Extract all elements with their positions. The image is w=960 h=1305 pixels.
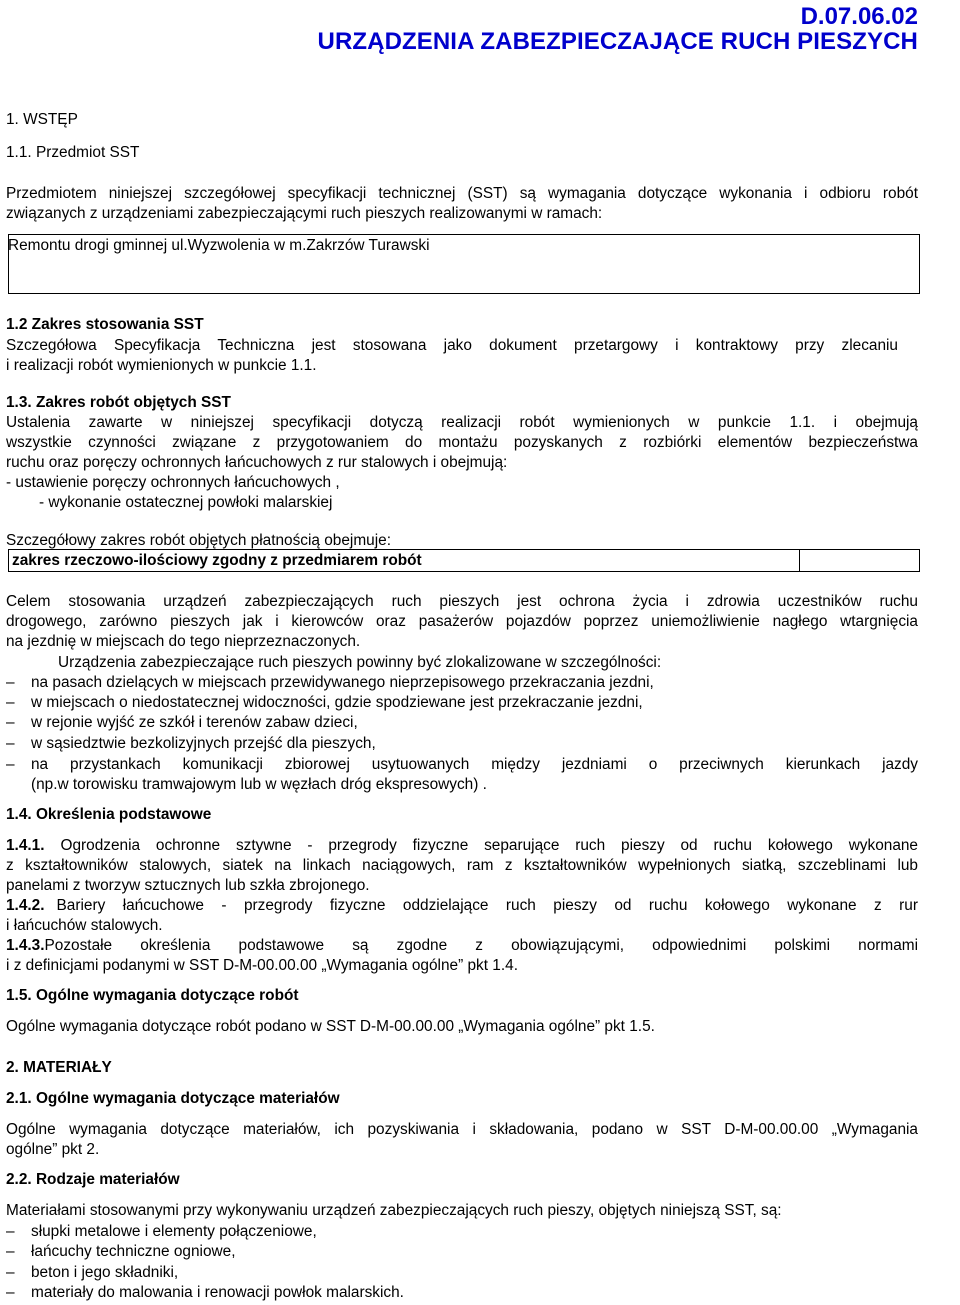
paragraph-line: Ustalenia zawarte w niniejszej specyfikacji dotyczą realizacji robót wymienionych w punkcie 1.1. i obejmują	[6, 414, 918, 431]
table-divider	[799, 550, 800, 571]
paragraph-line: drogowego, zarówno pieszych jak i kierowców oraz pasażerów pojazdów poprzez uniemożliwienie nagłego wtargnięcia	[6, 613, 918, 630]
paragraph-line: Ogólne wymagania dotyczące materiałów, ich pozyskiwania i składowania, podano w SST D-M-00.00.00 „Wymagania	[6, 1121, 918, 1138]
paragraph-line: Materiałami stosowanymi przy wykonywaniu urządzeń zabezpieczających ruch pieszy, objętych niniejszą SST, są:	[6, 1202, 782, 1219]
paragraph-line: ogólne” pkt 2.	[6, 1141, 100, 1158]
payment-label: Szczegółowy zakres robót objętych płatnością obejmuje:	[6, 532, 391, 549]
section-1-2-heading: 1.2 Zakres stosowania SST	[6, 316, 204, 333]
paragraph-line: Celem stosowania urządzeń zabezpieczających ruch pieszych jest ochrona życia i zdrowia uczestników ruchu	[6, 593, 918, 610]
definition-line: i z definicjami podanymi w SST D-M-00.00.00 „Wymagania ogólne” pkt 1.4.	[6, 957, 518, 974]
list-item: - wykonanie ostatecznej powłoki malarskiej	[39, 494, 333, 511]
paragraph-line: wszystkie czynności związane z przygotowaniem do montażu pozyskanych z rozbiórki elementów bezpieczeństwa	[6, 434, 918, 451]
definition-line: i łańcuchów stalowych.	[6, 917, 163, 934]
definition-line: 1.4.2. Bariery łańcuchowe - przegrody fizyczne oddzielające ruch pieszy od ruchu kołowego wykonane z rur	[6, 897, 918, 914]
section-2-heading: 2. MATERIAŁY	[6, 1059, 112, 1076]
section-2-2-heading: 2.2. Rodzaje materiałów	[6, 1171, 180, 1188]
project-name: Remontu drogi gminnej ul.Wyzwolenia w m.Zakrzów Turawski	[8, 237, 430, 254]
section-1-5-heading: 1.5. Ogólne wymagania dotyczące robót	[6, 987, 299, 1004]
paragraph-line: i realizacji robót wymienionych w punkcie 1.1.	[6, 357, 317, 374]
project-box	[8, 234, 920, 294]
definition-line: panelami z tworzyw sztucznych lub szkła zbrojonego.	[6, 877, 370, 894]
section-1-3-heading: 1.3. Zakres robót objętych SST	[6, 394, 231, 411]
paragraph-line: Przedmiotem niniejszej szczegółowej specyfikacji technicznej (SST) są wymagania dotyczące wykonania i odbioru robót	[6, 185, 918, 202]
payment-value: zakres rzeczowo-ilościowy zgodny z przedmiarem robót	[12, 552, 422, 569]
location-item-continuation: (np.w torowisku tramwajowym lub w węzłach dróg ekspresowych) .	[31, 776, 487, 793]
section-1-heading: 1. WSTĘP	[6, 111, 78, 128]
document-title: URZĄDZENIA ZABEZPIECZAJĄCE RUCH PIESZYCH	[317, 28, 918, 55]
paragraph-line: ruchu oraz poręczy ochronnych łańcuchowych z rur stalowych i obejmują:	[6, 454, 508, 471]
paragraph-line: na jezdnię w miejscach do tego nieprzeznaczonych.	[6, 633, 361, 650]
paragraph-line: Szczegółowa Specyfikacja Techniczna jest stosowana jako dokument przetargowy i kontraktowy przy zlecaniu	[6, 337, 898, 354]
definition-line: 1.4.1. Ogrodzenia ochronne sztywne - przegrody fizyczne separujące ruch pieszy od ruchu kołowego wykonane	[6, 837, 918, 854]
paragraph-line: Ogólne wymagania dotyczące robót podano w SST D-M-00.00.00 „Wymagania ogólne” pkt 1.5.	[6, 1018, 655, 1035]
definition-line: 1.4.3.Pozostałe określenia podstawowe są zgodne z obowiązującymi, odpowiednimi polskimi normami	[6, 937, 918, 954]
location-intro: Urządzenia zabezpieczające ruch pieszych powinny być zlokalizowane w szczególności:	[58, 654, 662, 671]
list-item: - ustawienie poręczy ochronnych łańcuchowych ,	[6, 474, 340, 491]
section-2-1-heading: 2.1. Ogólne wymagania dotyczące materiałów	[6, 1090, 340, 1107]
paragraph-line: związanych z urządzeniami zabezpieczającymi ruch pieszych realizowanymi w ramach:	[6, 205, 603, 222]
definition-line: z kształtowników stalowych, siatek na linkach naciągowych, ram z kształtowników wypełnionych siatką, szczeblinami lub	[6, 857, 918, 874]
document-code: D.07.06.02	[800, 3, 918, 30]
section-1-1-heading: 1.1. Przedmiot SST	[6, 144, 140, 161]
section-1-4-heading: 1.4. Określenia podstawowe	[6, 806, 212, 823]
